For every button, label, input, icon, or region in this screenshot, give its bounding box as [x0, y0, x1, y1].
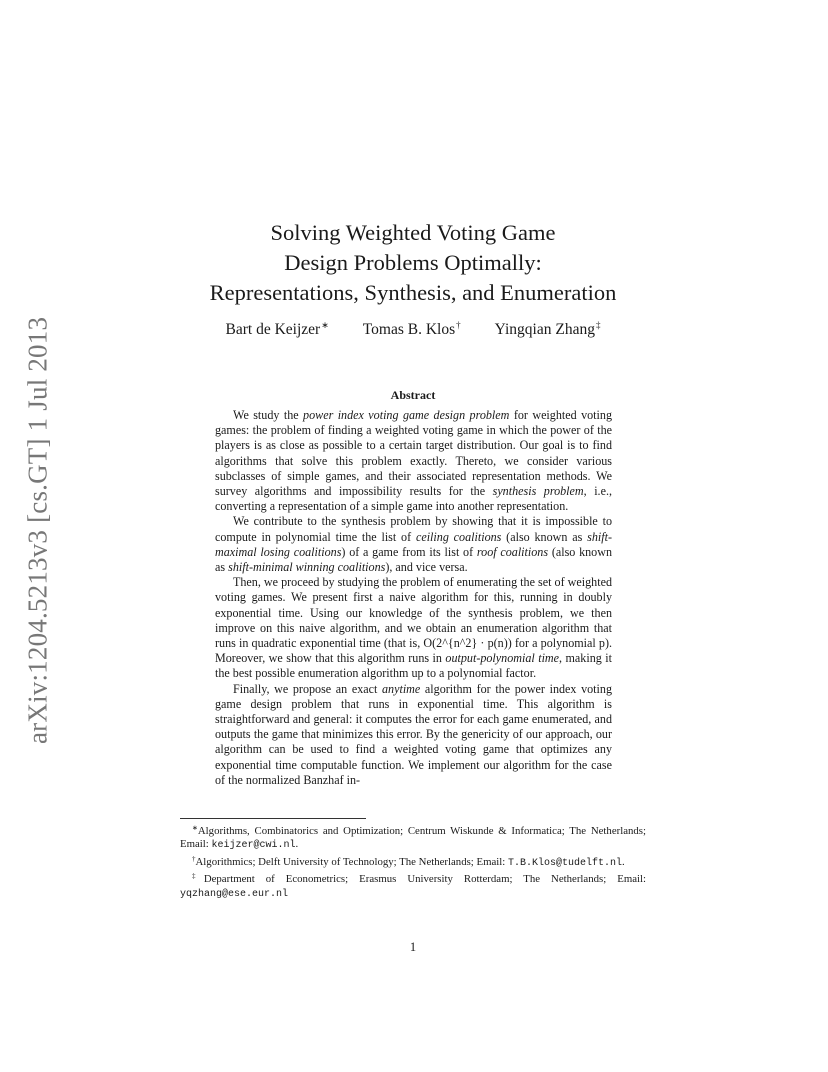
author-2 — [363, 320, 461, 339]
author-3 — [495, 320, 601, 339]
abstract-heading: Abstract — [390, 388, 436, 402]
author-1 — [226, 320, 329, 339]
complexity-formula: O(2^{n^2} · p(n)) — [423, 636, 512, 651]
author-list — [180, 320, 646, 339]
page-number: 1 — [409, 940, 417, 954]
title-line-1: Solving Weighted Voting Game — [270, 220, 556, 245]
footnotes — [180, 818, 646, 901]
footnote-mark: ∗ — [321, 320, 329, 330]
title-line-3: Representations, Synthesis, and Enumeration — [209, 280, 617, 305]
paper-title — [180, 218, 646, 308]
title-line-2: Design Problems Optimally: — [284, 250, 542, 275]
footnote-mark: † — [456, 320, 461, 330]
footnote-rule — [180, 818, 366, 819]
footnote-3: ‡Department of Econometrics; Erasmus University Rotterdam; The Netherlands; Email: yqzhang@ese.eur.nl — [180, 872, 647, 900]
abstract-paragraph-3: Then, we proceed by studying the problem of enumerating the set of weighted voting games. We present first a naive algorithm for this, running in doubly exponential time. Using our knowledge of the synthesis problem, we then improve on this naive algorithm, and we obtain an enumeration algorithm that runs in quadratic exponential time (that is, O(2^{n^2} · p(n)) for a polynomial p). Moreover, we show that this algorithm runs in output-polynomial time, making it the best possible enumeration algorithm up to a polynomial factor. — [215, 575, 612, 681]
abstract-paragraph-1: We study the power index voting game design problem for weighted voting games: the problem of finding a weighted voting game in which the power of the players is as close as possible to a certain target distribution. Our goal is to find algorithms that solve this problem exactly. Thereto, we consider various subclasses of simple games, and their associated representation methods. We survey algorithms and impossibility results for the synthesis problem, i.e., converting a representation of a simple game into another representation. — [215, 408, 612, 514]
abstract-body — [215, 408, 612, 788]
footnote-2: †Algorithmics; Delft University of Technology; The Netherlands; Email: T.B.Klos@tudelft.nl. — [192, 854, 625, 869]
author-name: Yingqian Zhang — [494, 321, 595, 338]
abstract-paragraph-2: We contribute to the synthesis problem by showing that it is impossible to compute in polynomial time the list of ceiling coalitions (also known as shift-maximal losing coalitions) of a game from its list of roof coalitions (also known as shift-minimal winning coalitions), and vice versa. — [215, 514, 612, 575]
email-link[interactable]: T.B.Klos@tudelft.nl — [508, 857, 623, 869]
email-link[interactable]: yqzhang@ese.eur.nl — [180, 888, 289, 900]
author-name: Tomas B. Klos — [362, 321, 456, 338]
footnote-mark: ‡ — [595, 320, 601, 330]
author-name: Bart de Keijzer — [225, 321, 321, 338]
abstract-paragraph-4: Finally, we propose an exact anytime algorithm for the power index voting game design problem that runs in exponential time. This algorithm is straightforward and general: it computes the error for each game enumerated, and outputs the game that minimizes this error. By the genericity of our approach, our algorithm can be used to find a weighted voting game that optimizes any exponential time computable function. We implement our algorithm for the case of the normalized Banzhaf in- — [215, 681, 612, 787]
footnote-1: ∗Algorithms, Combinatorics and Optimization; Centrum Wiskunde & Informatica; The Netherlands; Email: keijzer@cwi.nl. — [180, 824, 646, 852]
arxiv-identifier: arXiv:1204.5213v3 [cs.GT] 1 Jul 2013 — [22, 316, 53, 744]
email-link[interactable]: keijzer@cwi.nl — [211, 840, 296, 852]
